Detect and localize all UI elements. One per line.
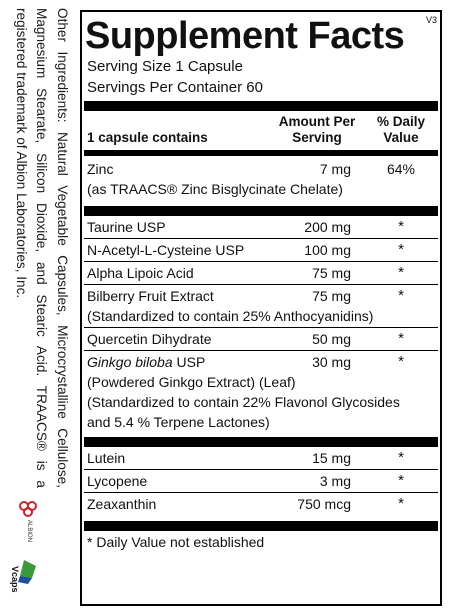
row-daily-value: * <box>398 218 404 235</box>
row-ginkgo <box>85 351 437 433</box>
row-note: (as TRAACS® Zinc Bisglycinate Chelate) <box>87 181 343 197</box>
column-headers <box>85 111 437 150</box>
vcaps-logo-icon <box>6 556 46 604</box>
row-name <box>87 352 269 372</box>
row-name: Taurine USP <box>87 219 166 235</box>
row-name: Zeaxanthin <box>87 496 157 512</box>
row-daily-value: * <box>398 472 404 489</box>
divider-thick <box>84 521 438 531</box>
row-zinc <box>85 156 437 200</box>
servings-per-container: Servings Per Container 60 <box>87 79 263 96</box>
row-name: Bilberry Fruit Extract <box>87 288 214 304</box>
row-note: (Standardized to contain 22% Flavonol Glycosides <box>87 394 400 410</box>
supplement-facts-panel <box>80 10 442 606</box>
row-name: Zinc <box>87 161 114 177</box>
row-note: and 5.4 % Terpene Lactones) <box>87 414 270 430</box>
other-ingredients-paragraph: Other Ingredients: Natural Vegetable Capsules, Microcrystalline Cellulose, Magnesium Stearate, Silicon Dioxide, and Stearic Acid. TRAACS® is a registered trademark of Albion Laboratories, Inc. <box>14 8 70 488</box>
row-lycopene <box>85 470 437 492</box>
row-amount: 75 mg <box>312 265 351 281</box>
albion-logo <box>14 496 42 546</box>
row-alpha-lipoic <box>85 262 437 284</box>
row-amount: 100 mg <box>304 242 351 258</box>
version-code: V3 <box>425 15 437 25</box>
row-note: (Powdered Ginkgo Extract) (Leaf) <box>87 374 296 390</box>
row-amount: 15 mg <box>312 450 351 466</box>
footnote: * Daily Value not established <box>87 534 265 550</box>
row-amount: 7 mg <box>319 161 351 177</box>
vcaps-logo <box>6 556 46 604</box>
row-daily-value: * <box>398 449 404 466</box>
row-amount: 75 mg <box>312 288 351 304</box>
row-bilberry <box>85 285 437 327</box>
row-daily-value: * <box>398 495 404 512</box>
row-amount: 3 mg <box>319 473 351 489</box>
panel-title: Supplement Facts <box>85 15 405 57</box>
albion-logo-text: ALBION <box>26 520 32 543</box>
row-daily-value: * <box>398 353 404 370</box>
row-daily-value: * <box>398 330 404 347</box>
other-ingredients-text <box>11 8 73 488</box>
header-label: 1 capsule contains <box>87 130 208 145</box>
row-amount: 200 mg <box>304 219 351 235</box>
row-daily-value: 64% <box>386 161 416 177</box>
row-daily-value: * <box>398 287 404 304</box>
row-quercetin <box>85 328 437 350</box>
row-name: Lutein <box>87 450 126 466</box>
row-name: Lycopene <box>87 473 148 489</box>
row-name: Quercetin Dihydrate <box>87 331 212 347</box>
row-zeaxanthin <box>85 493 437 515</box>
row-amount: 750 mcg <box>297 496 351 512</box>
row-daily-value: * <box>398 241 404 258</box>
row-amount: 50 mg <box>312 331 351 347</box>
divider-thick <box>84 101 438 111</box>
vcaps-logo-text: Vcaps <box>10 566 20 593</box>
albion-logo-icon <box>14 496 42 546</box>
header-amount: Amount Per Serving <box>278 114 356 145</box>
divider-thick <box>84 437 438 447</box>
row-name: Alpha Lipoic Acid <box>87 265 194 281</box>
serving-size: Serving Size 1 Capsule <box>87 58 243 75</box>
divider-thick <box>84 206 438 216</box>
row-taurine <box>85 216 437 238</box>
row-amount: 30 mg <box>312 354 351 370</box>
row-name-italic: Ginkgo biloba <box>87 354 173 370</box>
row-name-rest: USP <box>172 354 206 370</box>
row-nac <box>85 239 437 261</box>
row-daily-value: * <box>398 264 404 281</box>
row-lutein <box>85 447 437 469</box>
row-name: N-Acetyl-L-Cysteine USP <box>87 242 245 258</box>
header-daily-value: % Daily Value <box>376 114 426 145</box>
row-note: (Standardized to contain 25% Anthocyanidins) <box>87 308 374 324</box>
